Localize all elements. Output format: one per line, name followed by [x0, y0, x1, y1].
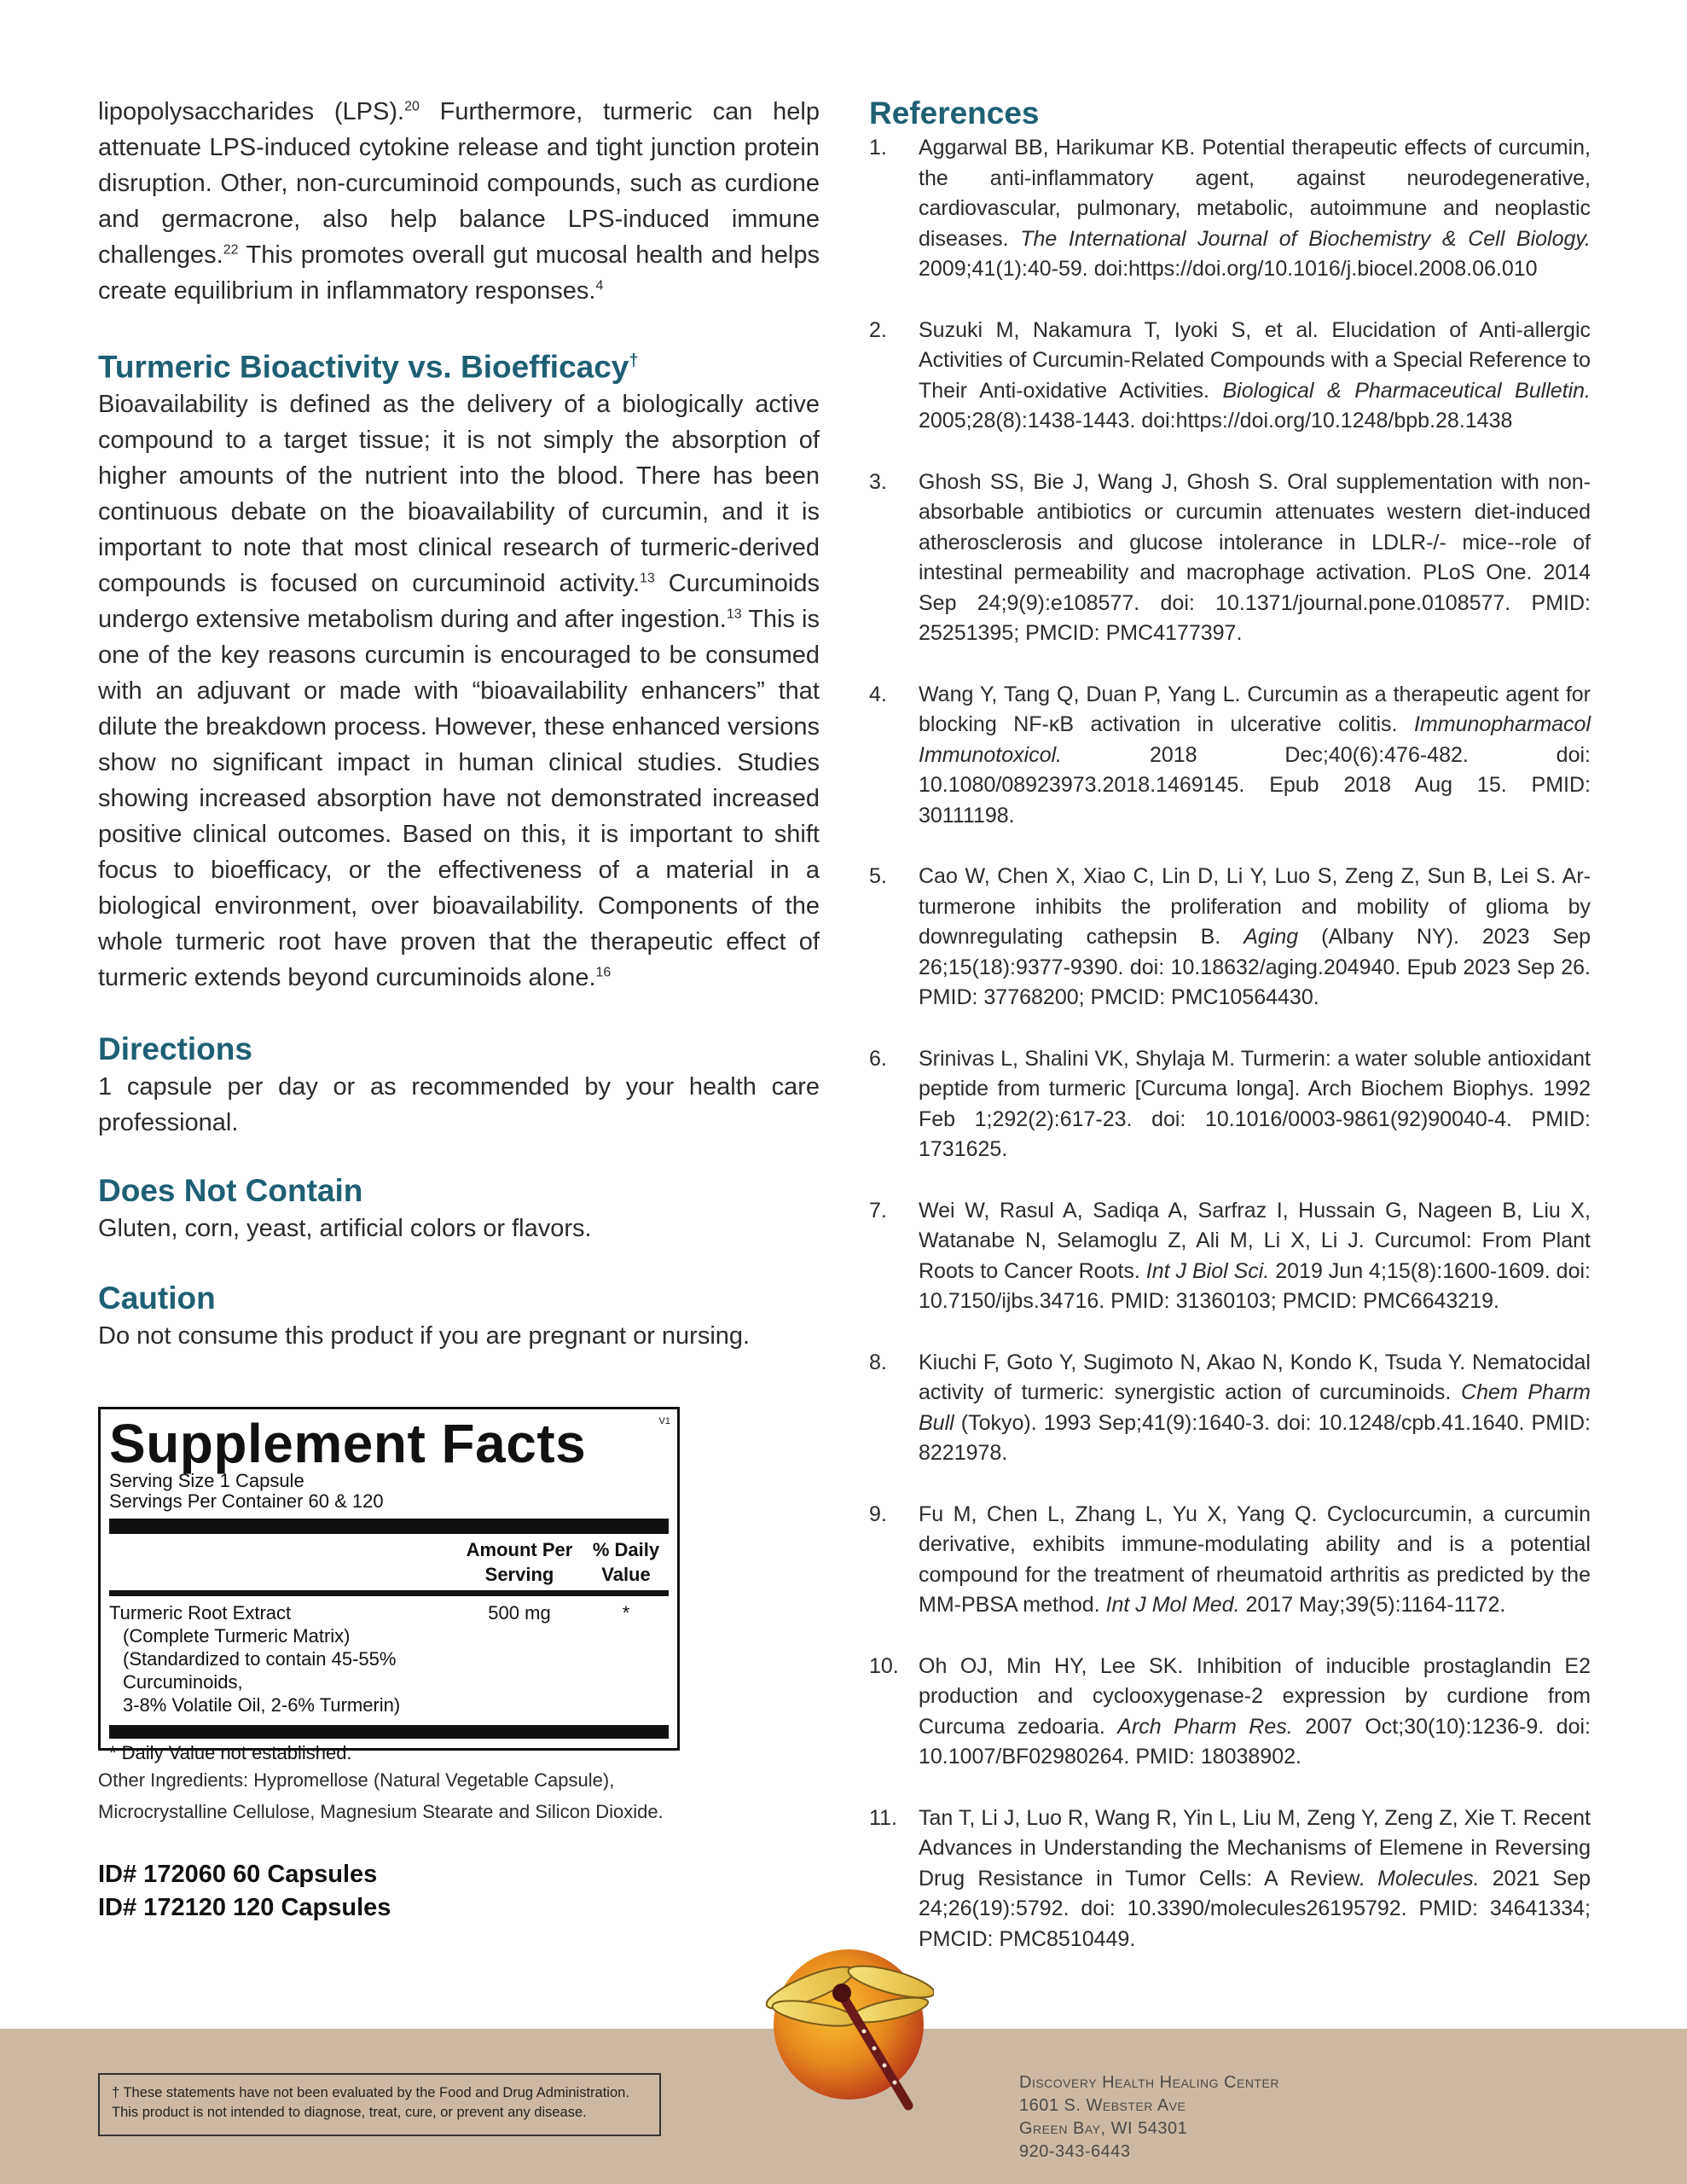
- reference-text: Aggarwal BB, Harikumar KB. Potential therapeutic effects of curcumin, the anti-inflammatory agent, against neurodegenerative, cardiovascular, pulmonary, metabolic, autoimmune and neoplastic diseases. The International Journal of Biochemistry & Cell Biology. 2009;41(1):40-59. doi:https://doi.org/10.1016/j.biocel.2008.06.010: [919, 136, 1591, 281]
- product-ids: [98, 1858, 391, 1925]
- reference-number: 5.: [869, 864, 887, 888]
- amount-per-serving-header: Amount Per Serving: [466, 1539, 573, 1585]
- reference-item: [869, 468, 1591, 649]
- dragonfly-logo-icon: [763, 1935, 934, 2114]
- reference-text: Kiuchi F, Goto Y, Sugimoto N, Akao N, Kondo K, Tsuda Y. Nematocidal activity of turmeric: synergistic action of curcuminoids. Chem Pharm Bull (Tokyo). 1993 Sep;41(9):1640-3. doi: 10.1248/cpb.41.1640. PMID: 8221978.: [919, 1350, 1591, 1465]
- reference-item: [869, 1804, 1591, 1955]
- reference-number: 7.: [869, 1198, 887, 1223]
- reference-item: [869, 1500, 1591, 1621]
- reference-number: 6.: [869, 1046, 887, 1071]
- reference-number: 1.: [869, 136, 887, 160]
- city-state-zip: Green Bay, WI 54301: [1019, 2119, 1188, 2138]
- version-mark: V1: [658, 1416, 670, 1426]
- fda-disclaimer-box: † These statements have not been evaluated by the Food and Drug Administration. This product is not intended to diagnose, treat, cure, or prevent any disease.: [98, 2073, 661, 2136]
- ingredient-dv: *: [622, 1602, 630, 1623]
- references-heading: References: [869, 96, 1040, 131]
- ingredient-row: [109, 1596, 669, 1716]
- reference-number: 10.: [869, 1653, 899, 1678]
- servings-per-container: Servings Per Container 60 & 120: [109, 1490, 384, 1512]
- does-not-contain-text: Gluten, corn, yeast, artificial colors or flavors.: [98, 1215, 592, 1243]
- reference-text: Tan T, Li J, Luo R, Wang R, Yin L, Liu M, Zeng Y, Zeng Z, Xie T. Recent Advances in Understanding the Mechanisms of Elemene in Reversing Drug Resistance in Tumor Cells: A Review. Molecules. 2021 Sep 24;26(19):5792. doi: 10.3390/molecules26195792. PMID: 34641334; PMCID: PMC8510449.: [919, 1805, 1591, 1951]
- product-id-120: ID# 172120 120 Capsules: [98, 1894, 391, 1921]
- company-name: Discovery Health Healing Center: [1019, 2073, 1279, 2092]
- street-address: 1601 S. Webster Ave: [1019, 2096, 1186, 2115]
- reference-text: Srinivas L, Shalini VK, Shylaja M. Turmerin: a water soluble antioxidant peptide from turmeric [Curcuma longa]. Arch Biochem Biophys. 1992 Feb 1;292(2):617-23. doi: 10.1016/0003-9861(92)90040-4. PMID: 1731625.: [919, 1046, 1591, 1161]
- other-ingredients: Other Ingredients: Hypromellose (Natural Vegetable Capsule), Microcrystalline Cellulose, Magnesium Stearate and Silicon Dioxide.: [98, 1769, 664, 1822]
- medium-rule: [109, 1590, 669, 1596]
- company-address: [1019, 2071, 1279, 2164]
- serving-size: Serving Size 1 Capsule: [109, 1470, 304, 1491]
- reference-item: [869, 316, 1591, 437]
- supplement-facts-title: Supplement Facts: [109, 1413, 587, 1474]
- directions-section: [98, 1030, 820, 1141]
- bioactivity-heading: Turmeric Bioactivity vs. Bioefficacy†: [98, 349, 639, 385]
- references-list: [869, 133, 1591, 1955]
- reference-number: 8.: [869, 1350, 887, 1374]
- intro-paragraph: lipopolysaccharides (LPS).$^{20}$ Furthermore, turmeric can help attenuate LPS-induced cytokine release and tight junction protein disruption. Other, non-curcuminoid compounds, such as curdione and germacrone, also help balance LPS-induced immune challenges.$^{22}$ This promotes overall gut mucosal health and helps create equilibrium in inflammatory responses.$^4$: [98, 98, 820, 305]
- reference-text: Wang Y, Tang Q, Duan P, Yang L. Curcumin as a therapeutic agent for blocking NF-κB activation in ulcerative colitis. Immunopharmacol Immunotoxicol. 2018 Dec;40(6):476-482. doi: 10.1080/08923973.2018.1469145. Epub 2018 Aug 15. PMID: 30111198.: [919, 682, 1591, 828]
- reference-item: [869, 862, 1591, 1014]
- right-column: [869, 94, 1591, 1985]
- ingredient-name: Turmeric Root Extract (Complete Turmeric Matrix) (Standardized to contain 45-55% Curcuminoids, 3-8% Volatile Oil, 2-6% Turmerin): [109, 1602, 401, 1716]
- reference-text: Ghosh SS, Bie J, Wang J, Ghosh S. Oral supplementation with non-absorbable antibiotics or curcumin attenuates western diet-induced atherosclerosis and glucose intolerance in LDLR-/- mice--role of intestinal permeability and macrophage activation. PLoS One. 2014 Sep 24;9(9):e108577. doi: 10.1371/journal.pone.0108577. PMID: 25251395; PMCID: PMC4177397.: [919, 469, 1591, 645]
- reference-number: 3.: [869, 469, 887, 494]
- reference-number: 9.: [869, 1502, 887, 1526]
- does-not-contain-heading: Does Not Contain: [98, 1173, 363, 1209]
- supplement-facts-panel: [98, 1407, 680, 1763]
- bioactivity-paragraph: Bioavailability is defined as the delivery of a biologically active compound to a target tissue; it is not simply the absorption of higher amounts of the nutrient into the blood. There has been continuous debate on the bioavailability of curcumin, and it is important to note that most clinical research of turmeric-derived compounds is focused on curcuminoid activity.$^{13}$ Curcuminoids undergo extensive metabolism during and after ingestion.$^{13}$ This is one of the key reasons curcumin is encouraged to be consumed with an adjuvant or made with “bioavailability enhancers” that dilute the breakdown process. However, these enhanced versions show no significant impact in human clinical studies. Studies showing increased absorption have not demonstrated increased positive clinical outcomes. Based on this, it is important to shift focus to bioefficacy, or the effectiveness of a material in a biological environment, over bioavailability. Components of the whole turmeric root have proven that the therapeutic effect of turmeric extends beyond curcuminoids alone.$^{16}$: [98, 391, 820, 992]
- reference-text: Cao W, Chen X, Xiao C, Lin D, Li Y, Luo S, Zeng Z, Sun B, Lei S. Ar-turmerone inhibits the proliferation and mobility of glioma by downregulating cathepsin B. Aging (Albany NY). 2023 Sep 26;15(18):9377-9390. doi: 10.18632/aging.204940. Epub 2023 Sep 26. PMID: 37768200; PMCID: PMC10564430.: [919, 864, 1591, 1009]
- reference-item: [869, 680, 1591, 832]
- facts-column-header: [109, 1534, 669, 1590]
- ingredient-amount: 500 mg: [488, 1602, 551, 1623]
- bioactivity-section: [98, 341, 820, 996]
- reference-item: [869, 1196, 1591, 1317]
- reference-text: Oh OJ, Min HY, Lee SK. Inhibition of inducible prostaglandin E2 production and cyclooxygenase-2 expression by curdione from Curcuma zedoaria. Arch Pharm Res. 2007 Oct;30(10):1236-9. doi: 10.1007/BF02980264. PMID: 18038902.: [919, 1653, 1591, 1769]
- phone-number: 920-343-6443: [1019, 2142, 1131, 2161]
- daily-value-header: % Daily Value: [592, 1539, 660, 1585]
- directions-heading: Directions: [98, 1031, 252, 1067]
- reference-text: Wei W, Rasul A, Sadiqa A, Sarfraz I, Hussain G, Nageen B, Liu X, Watanabe N, Selamoglu Z, Ali M, Li X, Li J. Curcumol: From Plant Roots to Cancer Roots. Int J Biol Sci. 2019 Jun 4;15(8):1600-1609. doi: 10.7150/ijbs.34716. PMID: 31360103; PMCID: PMC6643219.: [919, 1198, 1591, 1313]
- reference-item: [869, 1652, 1591, 1773]
- daily-value-footnote: * Daily Value not established.: [109, 1742, 352, 1763]
- reference-item: [869, 1044, 1591, 1165]
- reference-text: Fu M, Chen L, Zhang L, Yu X, Yang Q. Cyclocurcumin, a curcumin derivative, exhibits immune-modulating ability and is a potential compound for the treatment of rheumatoid arthritis as predicted by the MM-PBSA method. Int J Mol Med. 2017 May;39(5):1164-1172.: [919, 1502, 1591, 1617]
- bottom-thick-rule: [109, 1725, 669, 1739]
- reference-item: [869, 1348, 1591, 1469]
- caution-section: [98, 1279, 820, 1354]
- product-id-60: ID# 172060 60 Capsules: [98, 1861, 378, 1888]
- reference-number: 2.: [869, 317, 887, 342]
- reference-text: Suzuki M, Nakamura T, Iyoki S, et al. Elucidation of Anti-allergic Activities of Curcumin-Related Compounds with a Special Reference to Their Anti-oxidative Activities. Biological & Pharmaceutical Bulletin. 2005;28(8):1438-1443. doi:https://doi.org/10.1248/bpb.28.1438: [919, 317, 1591, 433]
- reference-item: [869, 133, 1591, 285]
- left-column: [98, 94, 820, 1354]
- caution-heading: Caution: [98, 1281, 216, 1316]
- reference-number: 4.: [869, 682, 887, 706]
- caution-text: Do not consume this product if you are pregnant or nursing.: [98, 1322, 751, 1350]
- thick-rule: [109, 1519, 669, 1534]
- reference-number: 11.: [869, 1805, 897, 1830]
- directions-text: 1 capsule per day or as recommended by your health care professional.: [98, 1073, 820, 1137]
- does-not-contain-section: [98, 1171, 820, 1246]
